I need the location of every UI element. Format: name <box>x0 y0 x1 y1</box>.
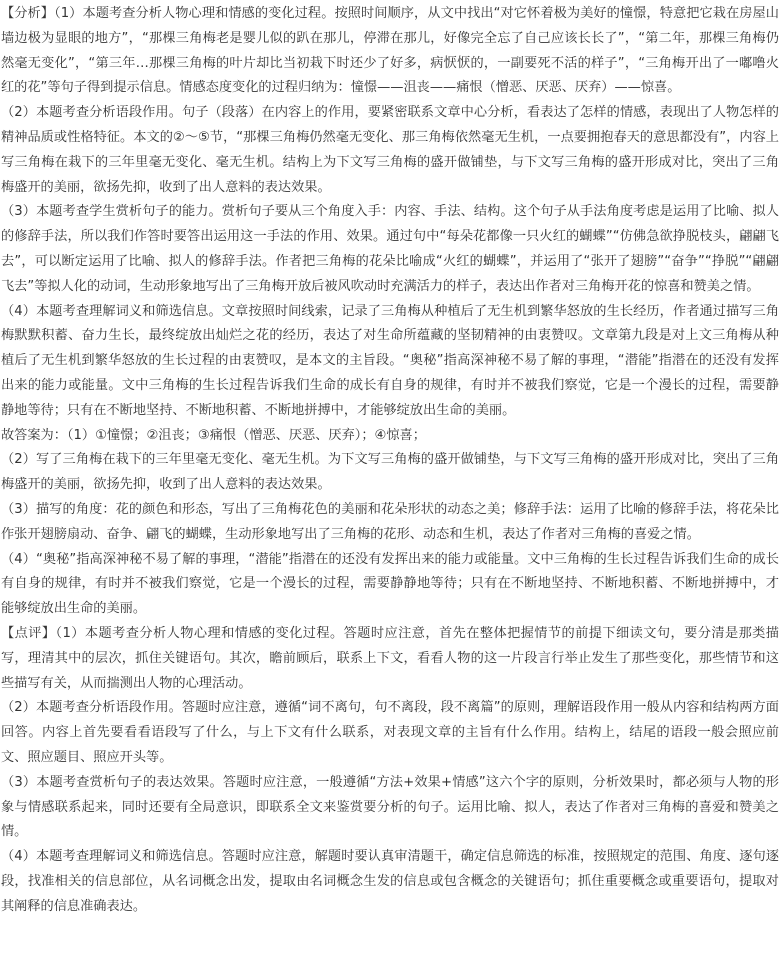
answer-section <box>1 424 779 622</box>
comment-part-4: （4）本题考查理解词义和筛选信息。答题时应注意，解题时要认真审清题干，确定信息筛选的标准，按照规定的范围、角度、逐句逐段，找准相关的信息部位，从名词概念出发，提取由名词概念生发的信息或包含概念的关键语句；抓住重要概念或重要语句，提取对其阐释的信息准确表达。 <box>1 849 779 914</box>
analysis-part-2: （2）本题考查分析语段作用。句子（段落）在内容上的作用，要紧密联系文章中心分析，看表达了怎样的情感，表现出了人物怎样的精神品质或性格特征。本文的②～⑤节，“那棵三角梅仍然毫无变化、那三角梅依然毫无生机，一点要拥抱春天的意思都没有”，内容上写三角梅在栽下的三年里毫无变化、毫无生机。结构上为下文写三角梅的盛开做铺垫，与下文写三角梅的盛开形成对比，突出了三角梅盛开的美丽，欲扬先抑，收到了出人意料的表达效果。 <box>1 105 779 195</box>
comment-part-2: （2）本题考查分析语段作用。答题时应注意，遵循“词不离句，句不离段，段不离篇”的原则，理解语段作用一般从内容和结构两方面回答。内容上首先要看看语段写了什么，与上下文有什么联系，对表现文章的主旨有什么作用。结构上，结尾的语段一般会照应前文、照应题目、照应开头等。 <box>1 700 779 765</box>
comment-part-1: 【点评】（1）本题考查分析人物心理和情感的变化过程。答题时应注意，首先在整体把握情节的前提下细读文句，要分清是那类描写，理清其中的层次，抓住关键语句。其次，瞻前顾后，联系上下文，看看人物的这一片段言行举止发生了那些变化，那些情节和这些描写有关，从而揣测出人物的心理活动。 <box>1 625 779 691</box>
analysis-section <box>1 2 779 424</box>
analysis-part-1: 【分析】（1）本题考查分析人物心理和情感的变化过程。按照时间顺序，从文中找出“对它怀着极为美好的憧憬，特意把它栽在房屋山墙边极为显眼的地方”，“那棵三角梅老是婴儿似的趴在那儿，停滞在那儿，好像完全忘了自己应该长长了”，“第二年，那棵三角梅仍然毫无变化”，“第三年…那棵三角梅的叶片却比当初栽下时还少了好多，病恹恹的，一副要死不活的样子”，“三角梅开出了一嘟噜火红的花”等句子得到提示信息。情感态度变化的过程归纳为：憧憬——沮丧——痛恨（憎恶、厌恶、厌弃）——惊喜。 <box>1 6 779 96</box>
answer-part-3: （3）描写的角度：花的颜色和形态，写出了三角梅花色的美丽和花朵形状的动态之美；修辞手法：运用了比喻的修辞手法，将花朵比作张开翅膀扇动、奋争、翩飞的蝴蝶，生动形象地写出了三角梅的花形、动态和生机，表达了作者对三角梅的喜爱之情。 <box>1 501 779 542</box>
answer-part-1: 故答案为：（1）①憧憬；②沮丧；③痛恨（憎恶、厌恶、厌弃）；④惊喜； <box>1 427 426 443</box>
comment-part-3: （3）本题考查赏析句子的表达效果。答题时应注意，一般遵循“方法+效果+情感”这六个字的原则，分析效果时，都必须与人物的形象与情感联系起来，同时还要有全局意识，即联系全文来鉴赏要分析的句子。运用比喻、拟人，表达了作者对三角梅的喜爱和赞美之情。 <box>1 774 779 840</box>
analysis-part-3: （3）本题考查学生赏析句子的能力。赏析句子要从三个角度入手：内容、手法、结构。这个句子从手法角度考虑是运用了比喻、拟人的修辞手法，所以我们作答时要答出运用这一手法的作用、效果。通过句中“每朵花都像一只火红的蝴蝶”“仿佛急欲挣脱枝头，翩翩飞去”，可以断定运用了比喻、拟人的修辞手法。作者把三角梅的花朵比喻成“火红的蝴蝶”，并运用了“张开了翅膀”“奋争”“挣脱”“翩翩飞去”等拟人化的动词，生动形象地写出了三角梅开放后被风吹动时充满活力的样子，表达出作者对三角梅开花的惊喜和赞美之情。 <box>1 204 779 294</box>
answer-part-2: （2）写了三角梅在栽下的三年里毫无变化、毫无生机。为下文写三角梅的盛开做铺垫，与下文写三角梅的盛开形成对比，突出了三角梅盛开的美丽，欲扬先抑，收到了出人意料的表达效果。 <box>1 452 779 493</box>
comment-section <box>1 622 779 920</box>
analysis-part-4: （4）本题考查理解词义和筛选信息。文章按照时间线索，记录了三角梅从种植后了无生机到繁华怒放的生长经历，作者通过描写三角梅默默积蓄、奋力生长，最终绽放出灿烂之花的经历，表达了对生命所蕴藏的坚韧精神的由衷赞叹。文章第九段是对上文三角梅从种植后了无生机到繁华怒放的生长过程的由衷赞叹，是本文的主旨段。“奥秘”指高深神秘不易了解的事理，“潜能”指潜在的还没有发挥出来的能力或能量。文中三角梅的生长过程告诉我们生命的成长有自身的规律，有时并不被我们察觉，它是一个漫长的过程，需要静静地等待；只有在不断地坚持、不断地积蓄、不断地拼搏中，才能够绽放出生命的美丽。 <box>1 303 779 418</box>
answer-part-4: （4）“奥秘”指高深神秘不易了解的事理，“潜能”指潜在的还没有发挥出来的能力或能量。文中三角梅的生长过程告诉我们生命的成长有自身的规律，有时并不被我们察觉，它是一个漫长的过程，需要静静地等待；只有在不断地坚持、不断地积蓄、不断地拼搏中，才能够绽放出生命的美丽。 <box>1 551 779 617</box>
